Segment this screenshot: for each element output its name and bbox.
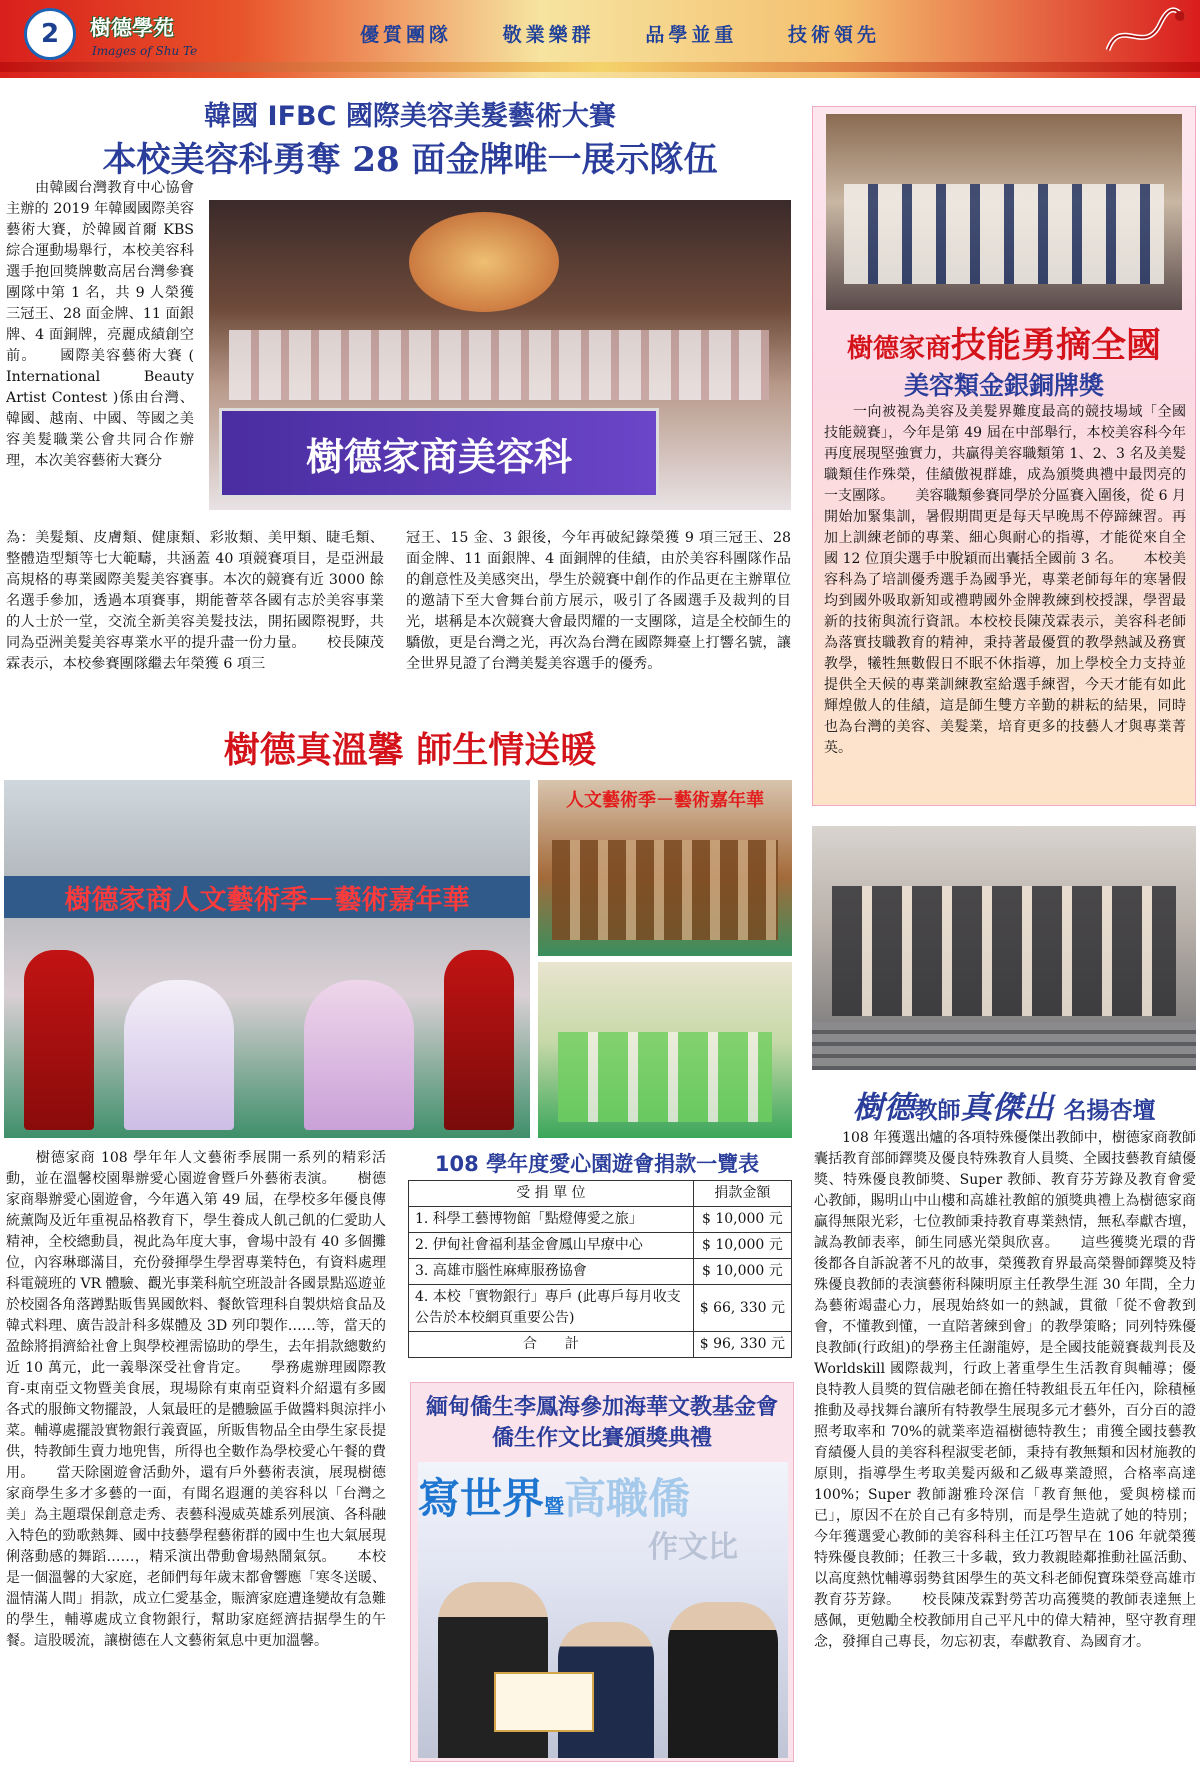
article1-body-right: 冠王、15 金、3 銀後，今年再破紀錄榮獲 9 項三冠王、28 面金牌、11 面銀牌、4 面銅牌的佳績，由於美容科團隊作品的創意性及美感突出，學生於競賽中創作的作品更在主辦單位的邀請下至大會舞台前方展示，吸引了各國選手及裁判的目光，堪稱是本次競賽大會最閃耀的一支團隊，這是全校師生的驕傲，更是台灣之光，再次為台灣在國際舞臺上打響名號，讓全世界見證了台灣美髮美容選手的優秀。 [406, 530, 791, 672]
donation-amount: $ 10,000 元 [693, 1207, 791, 1233]
article1-team-photo [209, 200, 791, 510]
article2-headline-big: 技能勇摘全國 [951, 325, 1162, 366]
certificate [494, 1672, 594, 1732]
motto-item: 敬業樂群 [502, 24, 595, 46]
performers [552, 840, 778, 940]
header-unit: 受 捐 單 位 [409, 1181, 694, 1207]
article3-performance-photo [538, 780, 792, 956]
article4-photo [418, 1462, 788, 1758]
donation-amount: $ 66, 330 元 [693, 1285, 791, 1332]
article2-body: 一向被視為美容及美髮界難度最高的競技場域「全國技能競賽」，今年是第 49 屆在中部舉行，本校美容科今年再度展現堅強實力，共贏得美容職類第 1、2、3 名及美髮職類佳作殊榮，佳績傲視群雄，成為頒獎典禮中最閃亮的一支團隊。 美容職類參賽同學於分區賽入圍後，從 6 月開始加緊集訓，暑假期間更是每天早晚馬不停蹄練習。再加上訓練老師的專業、細心與耐心的指導，才能從來自全國 12 位頂尖選手中脫穎而出囊括全國前 3 名。 本校美容科為了培訓優秀選手為國爭光，專業老師每年的寒暑假均到國外吸取新知或禮聘國外金牌教練到校授課，學習最新的技術與流行資訊。本校校長陳茂霖表示，美容科老師為落實技職教育的精神，秉持著最優質的教學熱誠及務實教學，犧牲無數假日不眠不休指導，加上學校全力支持並提供全天候的專業訓練教室給選手練習，今天才能有如此輝煌傲人的佳績，這是師生雙方辛勤的耕耘的結果，同時也為台灣的美容、美髮業，培育更多的技藝人才與專業菁英。 [824, 404, 1186, 756]
table-row [409, 1207, 792, 1233]
article5-photo [812, 826, 1196, 1070]
carnival-banner: 樹德家商人文藝術季－藝術嘉年華 [4, 876, 530, 918]
stage-light [409, 212, 559, 312]
donation-unit: 1. 科學工藝博物館「點燈傳愛之旅」 [409, 1207, 694, 1233]
article3-headline: 樹德真溫馨 師生情送暖 [223, 729, 597, 771]
donation-amount: $ 10,000 元 [693, 1233, 791, 1259]
donation-unit: 4. 本校「實物銀行」專戶 (此專戶每月收支公告於本校網頁重要公告) [409, 1285, 694, 1332]
total-amount: $ 96, 330 元 [693, 1332, 791, 1358]
backdrop-text-3: 高職僑 [564, 1474, 691, 1523]
table-row [409, 1233, 792, 1259]
article2-subheadline: 美容類金銀銅牌獎 [903, 371, 1104, 400]
article1-body-left: 由韓國台灣教育中心協會主辦的 2019 年韓國國際美容藝術大賽，於韓國首爾 KBS 綜合運動場舉行，本校美容科選手抱回獎牌數高居台灣參賽團隊中第 1 名，共 9 人榮獲三冠王、28 面金牌、11 面銀牌、4 面銅牌，亮麗成績創空前。 國際美容藝術大賽 ( International Beauty Artist Contest )係由台灣、韓國、越南、中國、等國之美容美髮職業公會共同合作辦理，本次美容藝術大賽分 [6, 180, 194, 469]
total-label: 合 計 [409, 1332, 694, 1358]
backdrop-text-2: 暨 [544, 1494, 565, 1518]
table-row [409, 1285, 792, 1332]
article5-body: 108 年獲選出爐的各項特殊優傑出教師中，樹德家商教師囊括教育部師鐸獎及優良特殊教育人員獎、全國技藝教育績優獎、特殊優良教師獎、Super 教師、教育芬芳錄及教育會愛心教師，賜明山中山樓和高雄社教館的頒獎典禮上為樹德家商贏得無限光彩，七位教師秉持教育專業熱情，無私奉獻杏壇，誠為教師表率，師生同感光榮與欣喜。 這些獲獎光環的背後都各自訴說著不凡的故事，榮獲教育界最高榮譽師鐸獎及特殊優良教師的表演藝術科陳明原主任教學生涯 30 年間，全力為藝術竭盡心力，展現始終如一的熱誠，貫徹「從不會教到會，不懂教到懂，一直陪著練到會」的教學策略；同列特殊優良教師(行政組)的學務主任謝龍婷，是全國技能競賽裁判長及 Worldskill 國際裁判，行政上著重學生生活教育與輔導；優良特教人員獎的賀信融老師在擔任特教組長五年任內，除積極推動及尋找舞台讓所有特教學生展現多元才藝外，百分百的證照考取率和 70%的就業率造福樹德特教生；甫獲全國技藝教育績優人員的美容科程淑雯老師，秉持有教無類和因材施教的原則，指導學生考取美髮丙級和乙級專業證照，合格率高達 100%；Super 教師謝雅玲深信「教育無他，愛與榜樣而已」，原因不在於自己有多特別，而是學生造就了她的特別；今年獲選愛心教師的美容科科主任江巧智早在 106 年就榮獲特殊優良教師；任教三十多載，致力教親睦鄰推動社區活動、以高度熱忱輔導弱勢貧困學生的英文科老師倪寶珠榮登高雄市教育芬芳錄。 校長陳茂霖對勞苦功高獲獎的教師表達無上感佩，更勉勵全校教師用自己平凡中的偉大精神，堅守教育理念，發揮自己專長，勿忘初衷，奉獻教育、為國育才。 [814, 1130, 1196, 1650]
header-band [0, 62, 1200, 72]
donation-unit: 2. 伊甸社會福利基金會鳳山早療中心 [409, 1233, 694, 1259]
article5-headline-a: 樹德 [852, 1090, 915, 1126]
motto-item: 技術領先 [787, 24, 880, 46]
award-teachers [832, 886, 1176, 1016]
header-amount: 捐款金額 [693, 1181, 791, 1207]
article3-body: 樹德家商 108 學年年人文藝術季展開一系列的精彩活動，並在溫馨校園舉辦愛心園遊會暨戶外藝術表演。 樹德家商舉辦愛心園遊會，今年邁入第 49 屆，在學校多年優良傳統薰陶及近年重視品格教育下，學生養成人飢己飢的仁愛助人精神，全校總動員，視此為年度大事，會場中設有 40 多個攤位，內容琳瑯滿目，充份發揮學生學習專業特色，有資料處理科電競班的 VR 體驗、觀光事業科航空班設計各國景點巡遊並於校園各角落蹲點販售異國飲料、餐飲管理科自製烘焙食品及韓式料理、廣告設計科多媒體及 3D 列印製作……等，當天的盈餘將捐濟給社會上與學校裡需協助的學生，去年捐款總數約近 10 萬元，此一義舉深受社會肯定。 學務處辦理國際教育-東南亞文物暨美食展，現場除有東南亞資料介紹還有多國各式的服飾文物擺設，人氣最旺的是體驗區手做醬料與涼拌小菜。輔導處擺設實物銀行義賣區，所販售物品全由學生家長提供，特教師生賣力地兜售，所得也全數作為學校愛心午餐的費用。 當天除園遊會活動外，還有戶外藝術表演，展現樹德家商學生多才多藝的一面，有聞名遐邇的美容科以「台灣之美」為主題環保創意走秀、表藝科漫威英雄系列展演、各科融入特色的勁歌熱舞、國中技藝學程藝術群的國中生也大氣展現俐落動感的舞蹈……，精采演出帶動會場熱鬧氣氛。 本校是一個溫馨的大家庭，老師們每年歲末都會響應「寒冬送暖、溫情滿人間」捐款，成立仁愛基金，賑濟家庭遭逢變故有急難的學生，輔導處成立食物銀行，幫助家庭經濟拮据學生的午餐。這股暖流，讓樹德在人文藝術氣息中更加溫馨。 [6, 1150, 386, 1649]
model-red-dress [24, 950, 94, 1130]
donation-unit: 3. 高雄市腦性麻痺服務協會 [409, 1259, 694, 1285]
donation-table-title: 108 學年度愛心園遊會捐款一覽表 [434, 1152, 760, 1176]
donation-table-wrapper [408, 1180, 792, 1358]
motto-item: 品學並重 [645, 24, 738, 46]
article3-fashion-photo [4, 780, 530, 1138]
model-white-gown [124, 980, 234, 1130]
team-members [229, 330, 769, 400]
article1-headline: 本校美容科勇奪 28 面金牌唯一展示隊伍 [102, 140, 718, 180]
table-row [409, 1259, 792, 1285]
article2-photo [826, 114, 1182, 310]
article2-headline-pre: 樹德家商 [846, 334, 951, 364]
article5-headline [812, 1082, 1196, 1127]
award-winners [844, 184, 1164, 284]
article4-headline: 緬甸僑生李鳳海參加海華文教基金會僑生作文比賽頒獎典禮 [425, 1395, 778, 1451]
article5-headline-d: 名揚杏壇 [1063, 1098, 1156, 1124]
model-red-gown [444, 950, 514, 1130]
backdrop-text [418, 1466, 788, 1526]
team-banner: 樹德家商美容科 [219, 408, 659, 498]
brand-subtitle: Images of Shu Te [92, 44, 198, 58]
donation-amount: $ 10,000 元 [693, 1259, 791, 1285]
backdrop-text-4: 作文比 [648, 1530, 738, 1562]
dragon-logo-icon [1100, 6, 1190, 62]
page-number: 2 [24, 8, 76, 60]
article1-body-bottom: 為：美髮類、皮膚類、健康類、彩妝類、美甲類、睫毛類、整體造型類等七大範疇，共涵蓋 40 項競賽項目，是亞洲最高規格的專業國際美髮美容賽事。本次的競賽有近 3000 餘名選手參加，透過本項賽事，期能薈萃各國有志於美容事業的人士於一堂，交流全新美容美髮技法，開拓國際視野，共同為亞洲美髮美容專業水平的提升盡一份力量。 校長陳茂霖表示，本校參賽團隊繼去年榮獲 6 項三 [6, 530, 384, 672]
model-pink-gown [304, 980, 414, 1130]
teacher-figure [668, 1602, 778, 1758]
article5-headline-b: 教師 [914, 1098, 961, 1124]
article5-headline-c: 真傑出 [960, 1090, 1054, 1126]
article3-booth-photo [538, 962, 792, 1138]
article2-headline [818, 318, 1190, 368]
brand-name: 樹德學苑 [90, 15, 174, 40]
motto-item: 優質團隊 [360, 24, 453, 46]
donation-table [408, 1180, 792, 1358]
performance-banner: 人文藝術季－藝術嘉年華 [566, 790, 764, 811]
table-header-row [409, 1181, 792, 1207]
motto [360, 20, 880, 47]
stairs [812, 1022, 1196, 1070]
table-total-row [409, 1332, 792, 1358]
article1-kicker: 韓國 IFBC 國際美容美髮藝術大賽 [204, 101, 616, 132]
backdrop-text-1: 寫世界 [418, 1474, 545, 1523]
booth-students [558, 1032, 772, 1122]
